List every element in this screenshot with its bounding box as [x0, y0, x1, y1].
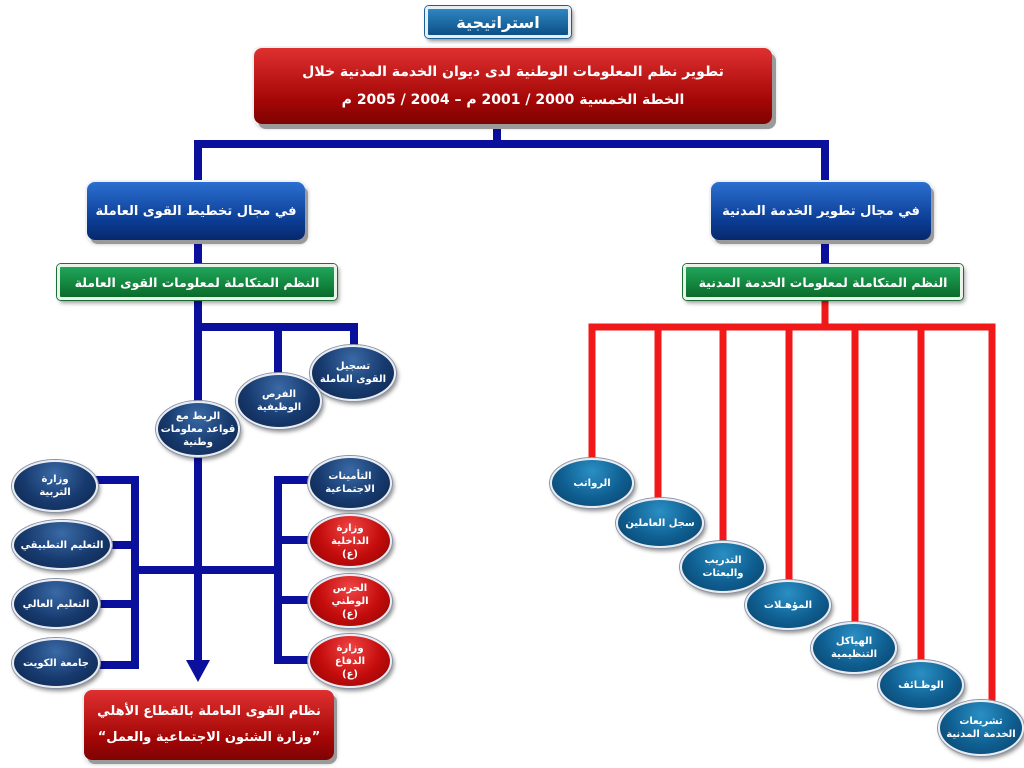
- civil-service-system-box: النظم المتكاملة لمعلومات الخدمة المدنية: [683, 264, 963, 300]
- main-line-1: تطوير نظم المعلومات الوطنية لدى ديوان الخدمة المدنية خلال: [302, 64, 724, 80]
- node-text: تشريعات: [959, 716, 1003, 727]
- node-text: التدريب: [704, 555, 742, 566]
- node-training-scholarships: [680, 541, 766, 593]
- node-ministry-of-interior: [308, 514, 392, 568]
- node-text: الرواتب: [573, 477, 611, 489]
- node-text: (ع): [342, 668, 358, 680]
- node-higher-education: [12, 579, 100, 629]
- node-text: الوظـائف: [898, 679, 944, 691]
- node-civil-service-legislation: [938, 700, 1024, 756]
- main-strategy-box: [254, 48, 772, 124]
- node-job-opportunities: [236, 373, 322, 429]
- node-ministry-of-education: [12, 460, 98, 512]
- node-text: وطنية: [183, 436, 213, 448]
- node-social-insurance: [308, 456, 392, 510]
- node-text: القوى العاملة: [319, 374, 387, 385]
- node-text: وزارة: [336, 642, 364, 654]
- node-text: التعليم التطبيقي: [20, 539, 104, 551]
- node-national-guard: [308, 574, 392, 628]
- node-text: الوظيفية: [256, 402, 302, 413]
- node-national-databases-link: [156, 401, 240, 457]
- node-text: المؤهـلات: [763, 599, 813, 611]
- node-text: الدفاع: [334, 655, 366, 667]
- node-text: والبعثات: [702, 568, 744, 579]
- node-text: جامعة الكويت: [23, 657, 89, 669]
- node-salaries: [550, 458, 634, 508]
- strategy-title: استراتيجية: [425, 6, 571, 38]
- node-text: وزارة: [336, 522, 364, 534]
- node-text: التنظيمية: [830, 649, 878, 660]
- node-text: (ع): [342, 608, 358, 620]
- node-text: التعليم العالي: [22, 598, 90, 610]
- node-jobs: [878, 660, 964, 710]
- node-text: التربية: [39, 487, 71, 498]
- bottom-line-1: نظام القوى العاملة بالقطاع الأهلي: [97, 704, 321, 719]
- node-text: الربط مع: [175, 410, 221, 422]
- node-ministry-of-defense: [308, 634, 392, 688]
- node-text: وزارة: [41, 474, 69, 485]
- node-applied-education: [12, 520, 112, 570]
- node-text: (ع): [342, 548, 358, 560]
- node-kuwait-university: [12, 638, 100, 688]
- workforce-system-box: النظم المتكاملة لمعلومات القوى العاملة: [57, 264, 337, 300]
- node-qualifications: [745, 580, 831, 630]
- bottom-line-2: ”وزارة الشئون الاجتماعية والعمل“: [97, 730, 321, 745]
- node-text: سجل العاملين: [625, 517, 695, 529]
- node-text: الاجتماعية: [325, 484, 375, 495]
- node-text: الوطني: [331, 595, 369, 607]
- private-sector-workforce-box: [84, 690, 334, 760]
- node-text: الهياكل: [835, 636, 873, 647]
- workforce-planning-heading: في مجال تخطيط القوى العاملة: [87, 182, 305, 240]
- civil-service-heading: في مجال تطوير الخدمة المدنية: [711, 182, 931, 240]
- node-employee-records: [616, 498, 704, 548]
- node-text: قواعد معلومات: [160, 423, 236, 435]
- node-organizational-structures: [811, 622, 897, 674]
- node-text: الخدمة المدنية: [946, 729, 1016, 740]
- node-text: الحرس: [332, 582, 368, 594]
- node-text: الفرص: [261, 389, 297, 400]
- node-workforce-registration: [310, 345, 396, 401]
- main-line-2: الخطة الخمسية 2000 / 2001 م – 2004 / 2005 م: [341, 92, 685, 108]
- node-text: التأمينات: [328, 471, 372, 482]
- node-text: تسجيل: [335, 361, 371, 372]
- node-text: الداخلية: [331, 535, 369, 547]
